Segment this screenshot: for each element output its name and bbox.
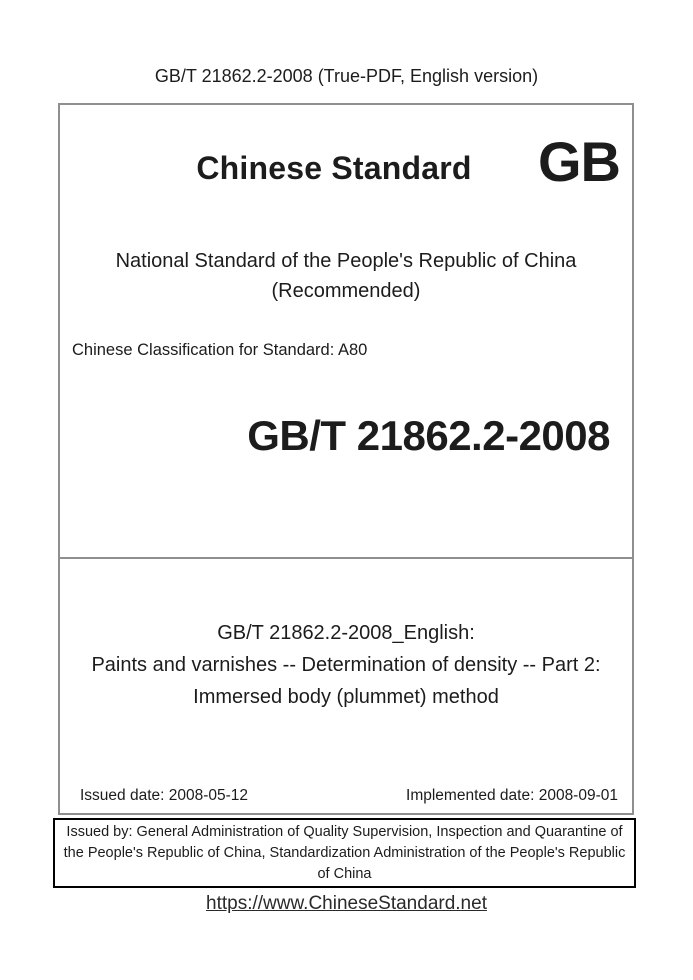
- page-footer: [0, 893, 693, 915]
- doc-title-block: [60, 617, 632, 713]
- dates-row: [80, 788, 618, 804]
- doc-title-line1: GB/T 21862.2-2008_English:: [217, 622, 475, 644]
- issued-date: Issued date: 2008-05-12: [80, 786, 249, 804]
- implemented-date: Implemented date: 2008-09-01: [406, 786, 618, 804]
- page-header: GB/T 21862.2-2008 (True-PDF, English version): [154, 66, 539, 86]
- section-divider: [60, 557, 632, 559]
- gb-logo: GB: [538, 130, 620, 193]
- brand-title: Chinese Standard: [196, 150, 472, 186]
- standard-number: GB/T 21862.2-2008: [247, 412, 610, 459]
- recommended-line: (Recommended): [271, 280, 421, 302]
- issuer-text: Issued by: General Administration of Quality Supervision, Inspection and Quarantine of the People's Republic of China, Standardization Administration of the People's Republic of China: [63, 823, 626, 882]
- classification-line: Chinese Classification for Standard: A80: [72, 341, 368, 359]
- doc-title-line3: Immersed body (plummet) method: [193, 686, 499, 708]
- national-standard-line: National Standard of the People's Republic of China: [115, 250, 577, 272]
- footer-link[interactable]: https://www.ChineseStandard.net: [206, 893, 487, 914]
- issuer-box: [53, 818, 636, 888]
- cover-box: [58, 103, 634, 815]
- doc-title-line2: Paints and varnishes -- Determination of density -- Part 2:: [91, 654, 601, 676]
